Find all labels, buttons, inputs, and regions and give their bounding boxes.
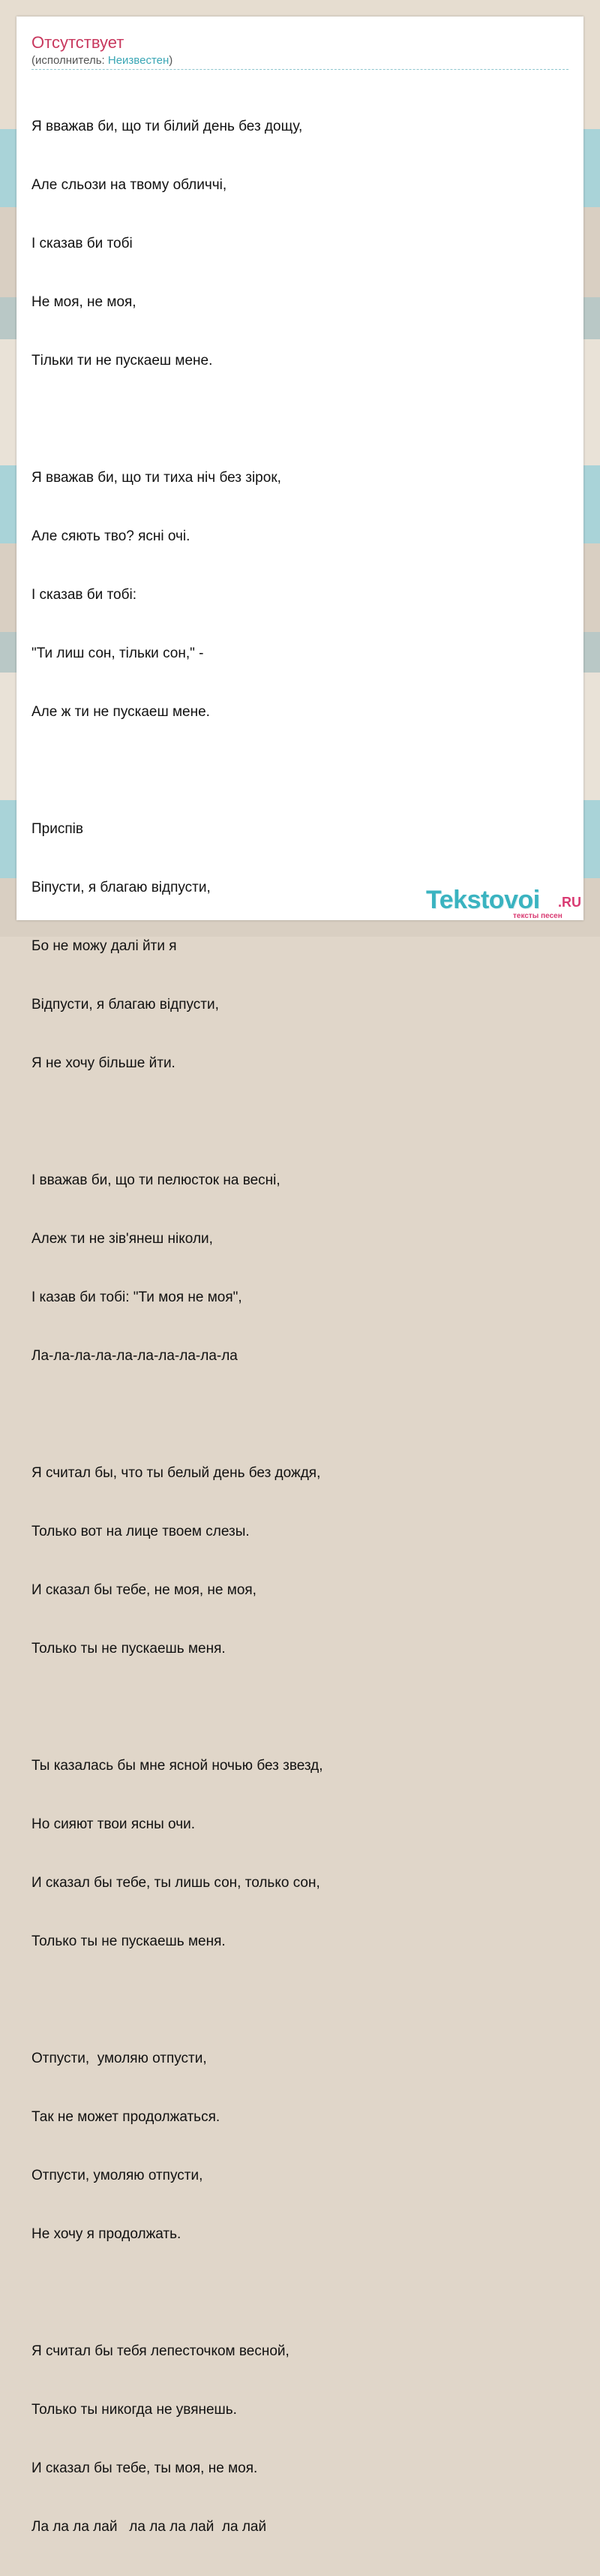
artist-line bbox=[32, 54, 172, 68]
lyric-line bbox=[32, 1698, 568, 1717]
lyric-line bbox=[32, 2283, 568, 2303]
lyric-line: И сказал бы тебе, ты лишь сон, только сон, bbox=[32, 1875, 320, 1891]
lyric-line: І сказав би тобі bbox=[32, 236, 133, 251]
lyric-line: И сказал бы тебе, не моя, не моя, bbox=[32, 1582, 256, 1598]
lyric-line: Бо не можу далі йти я bbox=[32, 938, 177, 954]
lyric-line: Ла-ла-ла-ла-ла-ла-ла-ла-ла-ла bbox=[32, 1348, 238, 1364]
artist-link[interactable]: Неизвестен bbox=[107, 54, 170, 67]
lyric-line: Але сльози на твому обличчі, bbox=[32, 177, 227, 193]
lyric-line: Алеж ти не зів'янеш ніколи, bbox=[32, 1231, 213, 1247]
lyric-line: Не моя, не моя, bbox=[32, 294, 136, 310]
lyric-line: Віпусти, я благаю відпусти, bbox=[32, 880, 211, 895]
logo-tagline: тексты песен bbox=[513, 912, 562, 920]
lyric-line: Только ты не пускаешь меня. bbox=[32, 1934, 226, 1949]
lyric-line: Ты казалась бы мне ясной ночью без звезд, bbox=[32, 1758, 323, 1774]
lyric-line bbox=[32, 410, 568, 429]
lyric-line: Отпусти, умоляю отпусти, bbox=[32, 2168, 203, 2183]
lyric-line: Я вважав би, що ти тиха ніч без зірок, bbox=[32, 470, 281, 486]
lyric-line: Але сяють тво? ясні очі. bbox=[32, 528, 190, 544]
lyric-line: Я считал бы, что ты белый день без дождя, bbox=[32, 1465, 321, 1481]
lyric-line: Приспів bbox=[32, 821, 83, 837]
lyric-line: Так не может продолжаться. bbox=[32, 2109, 220, 2125]
lyric-line: Я вважав би, що ти білий день без дощу, bbox=[32, 119, 303, 134]
lyric-line: І вважав би, що ти пелюсток на весні, bbox=[32, 1172, 280, 1188]
lyric-line bbox=[32, 1991, 568, 2010]
artist-prefix: (исполнитель: bbox=[32, 54, 108, 67]
lyric-line: Відпусти, я благаю відпусти, bbox=[32, 997, 219, 1013]
lyrics-text bbox=[32, 78, 568, 2576]
lyric-line: Я считал бы тебя лепесточком весной, bbox=[32, 2343, 290, 2359]
lyrics-card bbox=[16, 17, 584, 2535]
lyric-line: Только вот на лице твоем слезы. bbox=[32, 1524, 250, 1539]
lyric-line: І казав би тобі: "Ти моя не моя", bbox=[32, 1290, 242, 1305]
lyric-line: Але ж ти не пускаеш мене. bbox=[32, 704, 210, 720]
lyric-line bbox=[32, 1112, 568, 1132]
lyric-line: Не хочу я продолжать. bbox=[32, 2226, 182, 2242]
lyric-line: Только ты не пускаешь меня. bbox=[32, 1641, 226, 1657]
logo-tld: .RU bbox=[558, 895, 581, 910]
lyric-line: Тільки ти не пускаеш мене. bbox=[32, 353, 213, 369]
lyric-line: Только ты никогда не увянешь. bbox=[32, 2402, 237, 2418]
lyric-line: Но сияют твои ясны очи. bbox=[32, 1816, 195, 1832]
lyric-line bbox=[32, 761, 568, 781]
logo-name: Tekstovoi bbox=[426, 886, 540, 914]
lyric-line: Отпусти, умоляю отпусти, bbox=[32, 2051, 207, 2066]
tekstovoi-logo[interactable] bbox=[426, 885, 587, 922]
lyric-line: И сказал бы тебе, ты моя, не моя. bbox=[32, 2460, 258, 2476]
artist-suffix: ) bbox=[169, 54, 173, 67]
lyric-line: Я не хочу більше йти. bbox=[32, 1055, 176, 1071]
lyric-line bbox=[32, 1405, 568, 1425]
lyric-line: Ла ла ла лай ла ла ла лай ла лай bbox=[32, 2519, 267, 2535]
lyric-line: І сказав би тобі: bbox=[32, 587, 137, 603]
lyric-line: "Ти лиш сон, тільки сон," - bbox=[32, 646, 204, 661]
song-title: Отсутствует bbox=[32, 33, 124, 52]
title-divider bbox=[32, 69, 568, 70]
